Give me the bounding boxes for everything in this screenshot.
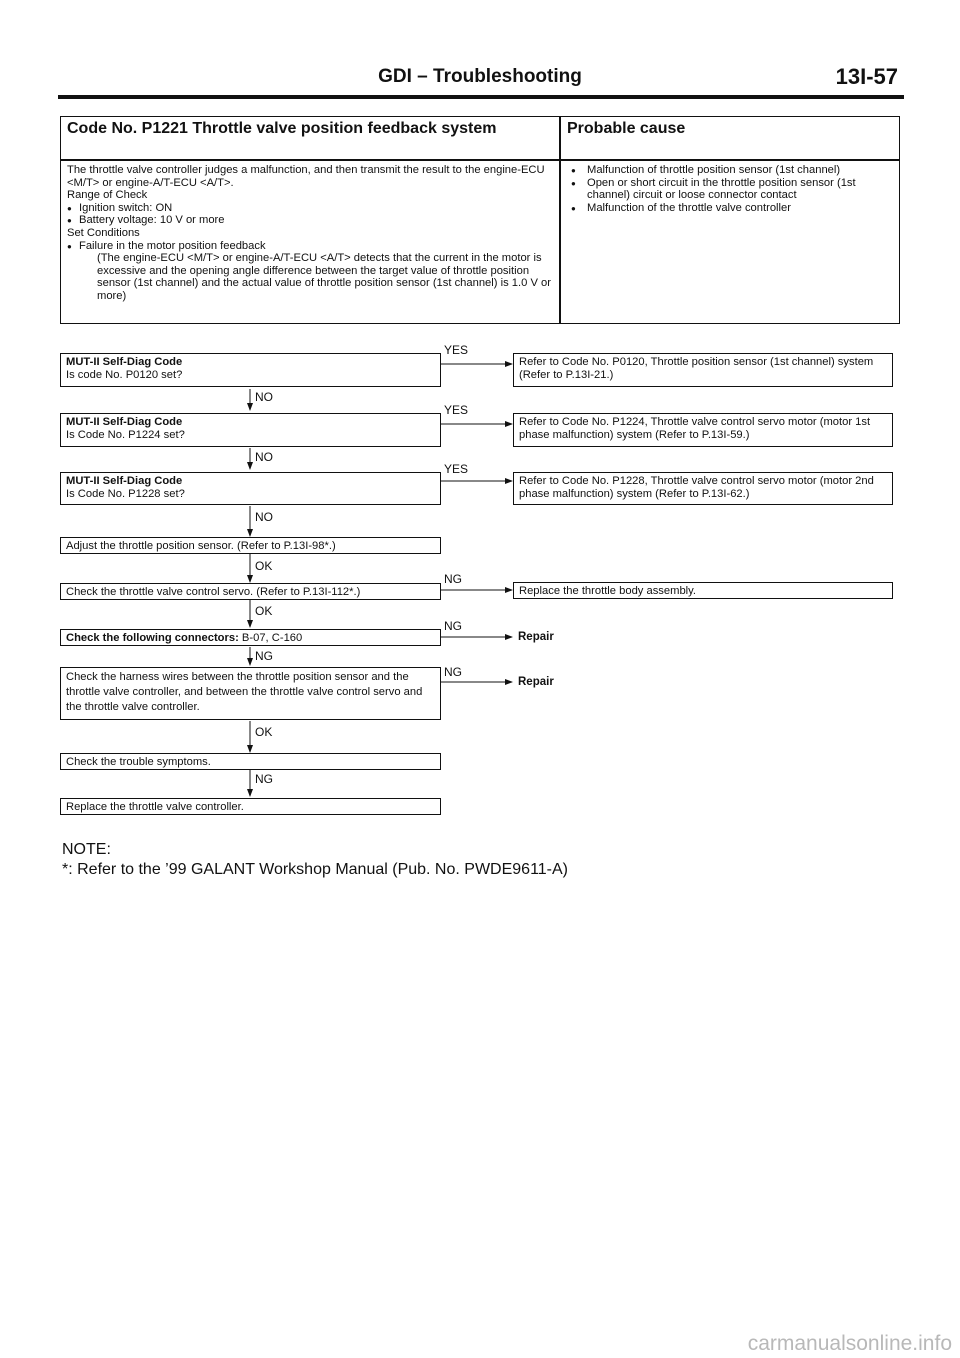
step-p0120-check xyxy=(60,353,441,387)
branch-label-yes: YES xyxy=(444,343,469,357)
range-item: ● Ignition switch: ON xyxy=(67,202,553,215)
branch-label-ok: OK xyxy=(255,559,273,573)
probable-cause-heading: Probable cause xyxy=(567,120,686,137)
branch-label-no: NO xyxy=(255,510,273,524)
set-condition-detail: (The engine-ECU <M/T> or engine-A/T-ECU <A/T> detects that the current in the motor is excessive and the opening angle difference between the target value of throttle position sensor (1st channel) and the actual value of throttle position sensor (1st channel) is 1.0 V or more) xyxy=(97,252,551,302)
branch-label-ng: NG xyxy=(444,665,462,679)
note-text: *: Refer to the ’99 GALANT Workshop Manual (Pub. No. PWDE9611-A) xyxy=(62,861,568,878)
branch-label-ok: OK xyxy=(255,604,273,618)
code-title: Code No. P1221 Throttle valve position feedback system xyxy=(67,120,497,137)
result-repair-connectors: Repair xyxy=(518,631,554,643)
note-heading: NOTE: xyxy=(62,841,111,858)
step-check-servo: Check the throttle valve control servo. (Refer to P.13I-112*.) xyxy=(60,583,441,600)
branch-label-ng: NG xyxy=(255,649,273,663)
branch-label-ok: OK xyxy=(255,725,273,739)
range-of-check-label: Range of Check xyxy=(67,189,148,202)
set-condition-item: ● Failure in the motor position feedback xyxy=(67,240,553,253)
branch-label-no: NO xyxy=(255,390,273,404)
page-title: GDI – Troubleshooting xyxy=(378,66,582,87)
result-refer-p1224: Refer to Code No. P1224, Throttle valve control servo motor (motor 1st phase malfunction) system (Refer to P.13I-59.) xyxy=(513,413,893,447)
page-number: 13I-57 xyxy=(835,64,898,89)
cause-item: ● Malfunction of the throttle valve controller xyxy=(565,202,895,215)
step-question: Is Code No. P1228 set? xyxy=(66,488,185,500)
step-title: MUT-II Self-Diag Code xyxy=(66,356,183,368)
set-conditions-label: Set Conditions xyxy=(67,226,140,239)
branch-label-no: NO xyxy=(255,450,273,464)
result-refer-p1228: Refer to Code No. P1228, Throttle valve control servo motor (motor 2nd phase malfunction) system (Refer to P.13I-62.) xyxy=(513,472,893,505)
step-adjust-tps: Adjust the throttle position sensor. (Refer to P.13I-98*.) xyxy=(60,537,441,554)
result-refer-p0120: Refer to Code No. P0120, Throttle position sensor (1st channel) system (Refer to P.13I-21.) xyxy=(513,353,893,387)
step-check-symptoms: Check the trouble symptoms. xyxy=(60,753,441,770)
step-title: MUT-II Self-Diag Code xyxy=(66,416,183,428)
step-question: Is Code No. P1224 set? xyxy=(66,429,185,441)
branch-label-ng: NG xyxy=(444,619,462,633)
result-repair-harness: Repair xyxy=(518,676,554,688)
branch-label-yes: YES xyxy=(444,403,469,417)
branch-label-yes: YES xyxy=(444,462,469,476)
step-replace-controller: Replace the throttle valve controller. xyxy=(60,798,441,815)
step-title: MUT-II Self-Diag Code xyxy=(66,475,183,487)
connector-check-label: Check the following connectors: xyxy=(66,632,239,644)
branch-label-ng: NG xyxy=(444,572,462,586)
connector-ids: B-07, C-160 xyxy=(238,632,303,644)
step-check-connectors xyxy=(60,629,441,646)
step-question: Is code No. P0120 set? xyxy=(66,369,183,381)
step-p1224-check xyxy=(60,413,441,447)
range-item: ● Battery voltage: 10 V or more xyxy=(67,214,553,227)
cause-item: ● Open or short circuit in the throttle position sensor (1st channel) circuit or loose connector contact xyxy=(565,177,895,202)
result-replace-throttle-body: Replace the throttle body assembly. xyxy=(513,582,893,599)
step-check-harness: Check the harness wires between the throttle position sensor and the throttle valve controller, and between the throttle valve control servo and the throttle valve controller. xyxy=(60,667,441,720)
watermark: carmanualsonline.info xyxy=(747,1332,952,1355)
branch-label-ng: NG xyxy=(255,772,273,786)
step-p1228-check xyxy=(60,472,441,505)
description-text: The throttle valve controller judges a malfunction, and then transmit the result to the engine-ECU <M/T> or engine-A/T-ECU <A/T>. xyxy=(67,164,545,189)
cause-item: ● Malfunction of throttle position sensor (1st channel) xyxy=(565,164,895,177)
